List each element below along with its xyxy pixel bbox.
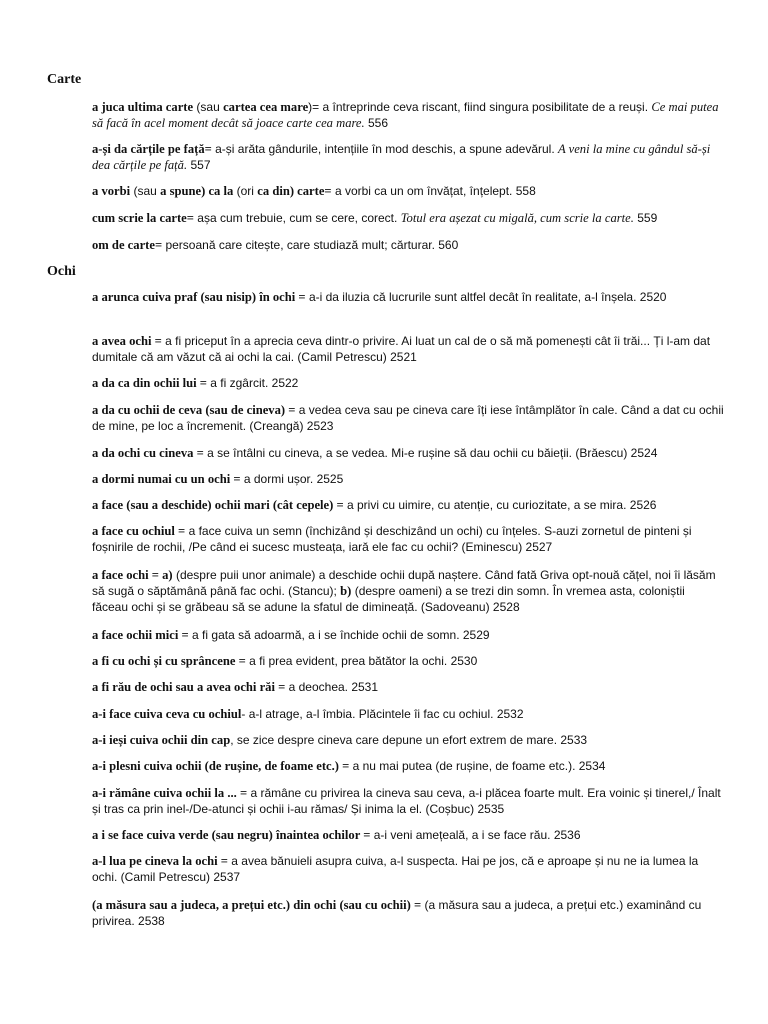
- entry-definition: a se întâlni cu cineva, a se vedea. Mi-e rușine să dau ochii cu băieții. (Brăescu): [203, 446, 628, 460]
- entry: [92, 497, 724, 513]
- entry-number: 2526: [626, 498, 657, 512]
- entry-definition: )= a întreprinde ceva riscant, fiind singura posibilitate de a reuși.: [308, 100, 652, 114]
- entry-definition: a vedea ceva sau pe cineva care îți iese întâmplător în cale. Când a dat cu ochii de mine, pe loc a încremenit. (Creangă): [92, 403, 724, 433]
- entry: [92, 653, 724, 669]
- entry: [92, 237, 724, 253]
- entry: [92, 785, 724, 817]
- entry-number: 556: [364, 116, 389, 130]
- entry: [92, 141, 724, 173]
- entry-definition: a face cuiva un semn (închizând și deschizând un ochi) cu înțeles. S-auzi zornetul de pinteni și foșnirile de rochii, /Pe când ei sucesc musteața, iară ele fac cu ochii? (Eminescu): [92, 524, 692, 554]
- entry: [92, 706, 724, 722]
- entry-number: 558: [512, 184, 536, 198]
- entry: [92, 897, 724, 929]
- entry-number: 2536: [550, 828, 581, 842]
- entry: [92, 402, 724, 434]
- entry-number: 2535: [474, 802, 505, 816]
- entry-term: a da ochi cu cineva =: [92, 446, 204, 460]
- section-heading-ochi: Ochi: [47, 264, 76, 279]
- entry-term: a-i rămâne cuiva ochii la ... =: [92, 786, 248, 800]
- entry-term: a avea ochi =: [92, 334, 162, 348]
- entry-number: 2522: [268, 376, 299, 390]
- entry-number: 2524: [627, 446, 658, 460]
- entry-term: a fi cu ochi și cu sprâncene =: [92, 654, 246, 668]
- section-heading-carte: Carte: [47, 72, 82, 87]
- entry-definition: a dormi ușor.: [240, 472, 314, 486]
- entry-definition: a-i veni amețeală, a i se face rău.: [370, 828, 551, 842]
- entry-term: a-i plesni cuiva ochii (de rușine, de foame etc.) =: [92, 759, 350, 773]
- entry-definition: a vorbi ca un om învățat, înțelept.: [331, 184, 513, 198]
- entry-term: a face ochii mici =: [92, 628, 189, 642]
- entry-term: a-și da cărțile pe față=: [92, 142, 212, 156]
- entry-term: a arunca cuiva praf (sau nisip) în ochi =: [92, 290, 306, 304]
- entry-definition: a avea bănuieli asupra cuiva, a-l suspecta. Hai pe jos, că e aproape și nu ne ia lumea la ochi. (Camil Petrescu): [92, 854, 699, 884]
- entry-definition: a rămâne cu privirea la cineva sau ceva, a-i plăcea foarte mult. Era voinic și tinerel,/ Înalt și tras ca prin inel-/De-atunci și ochii i-au rămas/ Și inima la el. (Coșbuc): [92, 786, 721, 816]
- entry-term: a spune) ca la: [160, 184, 234, 198]
- entry: [92, 210, 724, 226]
- entry-number: 2532: [493, 707, 524, 721]
- entry-text: (sau: [130, 184, 161, 198]
- entry-number: 2538: [134, 914, 165, 928]
- entry-definition: (despre oameni) a se trezi din somn. În vremea asta, coloniștii făceau ochi și se grăbeau să se adune la sfatul de dimineață. (Sadoveanu): [92, 584, 685, 614]
- entry-definition: a fi zgârcit.: [206, 376, 269, 390]
- entry-term: a dormi numai cu un ochi =: [92, 472, 241, 486]
- entry-term: a da cu ochii de ceva (sau de cineva) =: [92, 403, 296, 417]
- entry-text: (ori: [233, 184, 258, 198]
- entry-number: 2525: [313, 472, 344, 486]
- entry: [92, 471, 724, 487]
- entry: [92, 289, 724, 305]
- entry-number: 2537: [210, 870, 241, 884]
- entry-number: 2530: [447, 654, 478, 668]
- entry-term: (a măsura sau a judeca, a prețui etc.) din ochi (sau cu ochii) =: [92, 898, 422, 912]
- entry-term: a-i ieși cuiva ochii din cap: [92, 733, 231, 747]
- entry-example: A veni la mine cu gândul să-și dea cărțile pe față.: [92, 142, 711, 172]
- entry-definition: a fi gata să adoarmă, a i se închide ochii de somn.: [188, 628, 460, 642]
- entry-text: (sau: [193, 100, 224, 114]
- entry-number: 2520: [636, 290, 667, 304]
- entry: [92, 827, 724, 843]
- entry-definition: a privi cu uimire, cu atenție, cu curiozitate, a se mira.: [343, 498, 627, 512]
- entry-term: b): [340, 584, 352, 598]
- entry-term: ca din) carte=: [257, 184, 332, 198]
- entry-number: 2523: [303, 419, 334, 433]
- entry: [92, 183, 724, 199]
- entry-example: Totul era așezat cu migală, cum scrie la carte.: [400, 211, 634, 225]
- entry-number: 2528: [489, 600, 520, 614]
- entry: [92, 99, 724, 131]
- entry: [92, 375, 724, 391]
- entry: [92, 627, 724, 643]
- entry: [92, 758, 724, 774]
- entry-term: a-i face cuiva ceva cu ochiul: [92, 707, 242, 721]
- entry-term: a face cu ochiul =: [92, 524, 186, 538]
- entry-example: Ce mai putea să facă în acel moment decât să joace carte cea mare.: [92, 100, 719, 130]
- entry-term: a-l lua pe cineva la ochi =: [92, 854, 228, 868]
- entry-term: a vorbi: [92, 184, 131, 198]
- entry-term: a juca ultima carte: [92, 100, 194, 114]
- entry-term: a i se face cuiva verde (sau negru) înaintea ochilor =: [92, 828, 371, 842]
- entry-number: 2521: [386, 350, 417, 364]
- entry-term: a da ca din ochii lui =: [92, 376, 207, 390]
- entry-term: cartea cea mare: [223, 100, 309, 114]
- entry: [92, 333, 724, 365]
- entry: [92, 567, 724, 615]
- entry: [92, 853, 724, 885]
- entry-definition: a deochea.: [285, 680, 348, 694]
- entry: [92, 732, 724, 748]
- entry: [92, 445, 724, 461]
- entry-number: 560: [434, 238, 459, 252]
- entry-term: a fi rău de ochi sau a avea ochi răi =: [92, 680, 286, 694]
- entry: [92, 679, 724, 695]
- entry-definition: a fi prea evident, prea bătător la ochi.: [245, 654, 448, 668]
- entry-definition: persoană care citește, care studiază mult; cărturar.: [162, 238, 435, 252]
- entry-number: 2529: [459, 628, 490, 642]
- entry-definition: (a măsura sau a judeca, a prețui etc.) examinând cu privirea.: [92, 898, 702, 928]
- entry-number: 559: [633, 211, 658, 225]
- entry-definition: așa cum trebuie, cum se cere, corect.: [193, 211, 401, 225]
- entry: [92, 523, 724, 555]
- entry-definition: (despre puii unor animale) a deschide ochii după naștere. Când fată Griva opt-nouă cățel, noi îi lăsăm să sugă o săptămână până fac ochi. (Stancu);: [92, 568, 716, 598]
- entry-definition: - a-l atrage, a-l îmbia. Plăcintele îi fac cu ochiul.: [241, 707, 494, 721]
- entry-number: 2527: [522, 540, 553, 554]
- entry-term: a face ochi = a): [92, 568, 173, 582]
- entry-definition: , se zice despre cineva care depune un efort extrem de mare.: [230, 733, 558, 747]
- entry-definition: a nu mai putea (de rușine, de foame etc.).: [349, 759, 576, 773]
- entry-number: 2533: [557, 733, 588, 747]
- entry-number: 557: [187, 158, 211, 172]
- entry-definition: a-i da iluzia că lucrurile sunt altfel decât în realitate, a-l înșela.: [305, 290, 637, 304]
- entry-term: om de carte=: [92, 238, 163, 252]
- entry-number: 2534: [575, 759, 606, 773]
- entry-term: a face (sau a deschide) ochii mari (cât cepele) =: [92, 498, 344, 512]
- entry-term: cum scrie la carte=: [92, 211, 194, 225]
- entry-definition: a-și arăta gândurile, intențiile în mod deschis, a spune adevărul.: [211, 142, 558, 156]
- entry-definition: a fi priceput în a aprecia ceva dintr-o privire. Ai luat un cal de o să mă pomenești cât îi trăi... Ți l-am dat dumitale că am văzut că ai ochi la cai. (Camil Petrescu): [92, 334, 711, 364]
- entry-number: 2531: [348, 680, 379, 694]
